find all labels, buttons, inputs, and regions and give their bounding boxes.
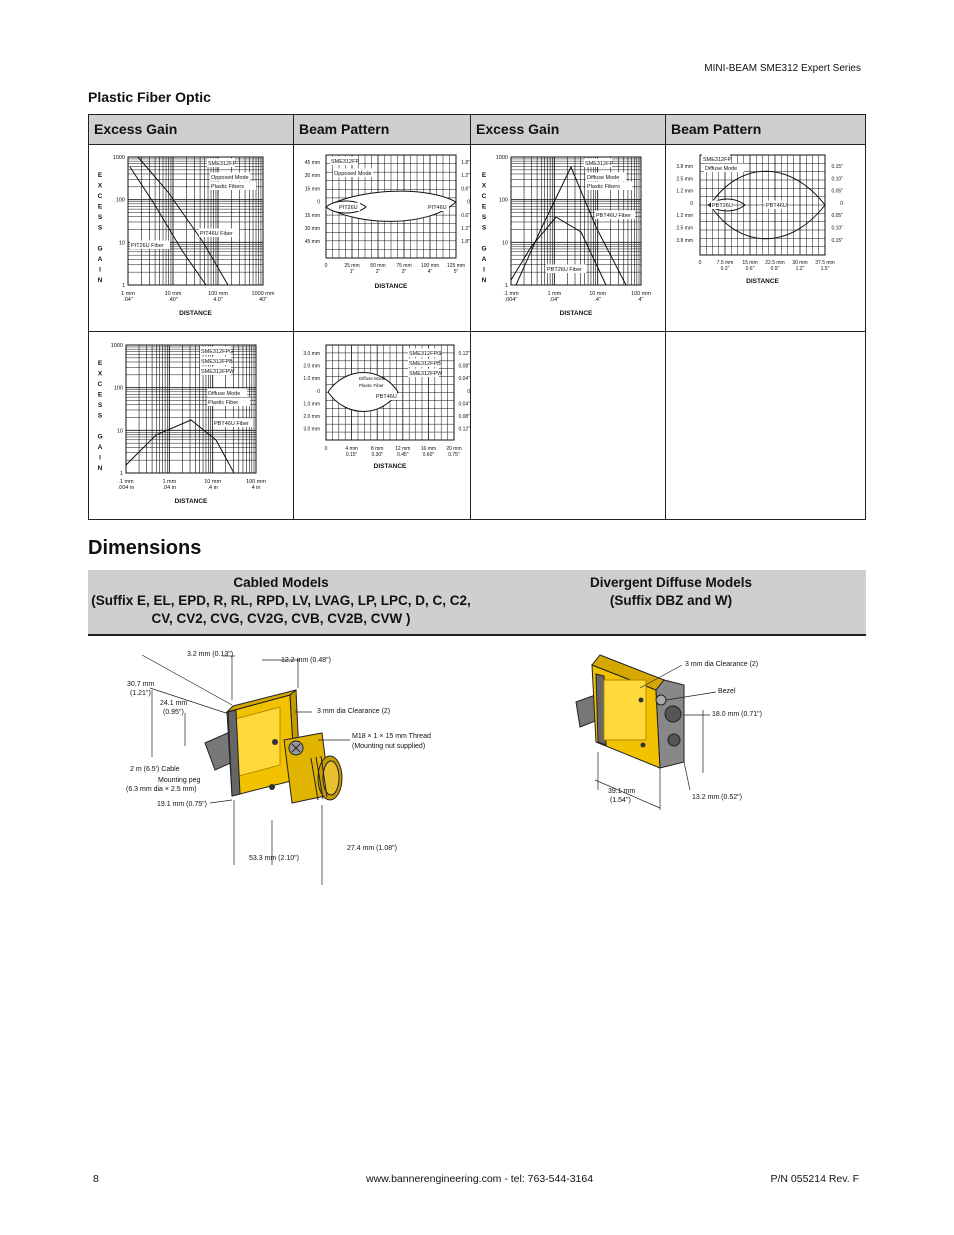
- x-tick-label: 4.0": [213, 297, 223, 303]
- y-tick-label: 0.08": [458, 414, 470, 420]
- dim-label: 24.1 mm: [160, 700, 188, 707]
- x-tick-label: .04": [549, 297, 560, 303]
- chart-mode-label: Opposed Mode: [334, 171, 372, 177]
- gain-axis-letter: N: [481, 277, 487, 284]
- y-tick-label: 45 mm: [304, 160, 320, 166]
- y-tick-label: 30 mm: [304, 226, 320, 232]
- gain-axis-letter: E: [481, 172, 487, 179]
- chart-model-label: SME312FPG: [409, 351, 442, 357]
- dim-label: 3 mm dia Clearance (2): [317, 708, 391, 715]
- x-tick-label: 15 mm: [742, 260, 758, 266]
- gain-axis-letter: E: [97, 172, 103, 179]
- y-tick-label: 1.2": [461, 226, 470, 232]
- curve-label: PBT46U: [766, 203, 787, 209]
- x-tick-label: 1 mm: [162, 479, 177, 485]
- section-title: Plastic Fiber Optic: [88, 89, 211, 105]
- x-tick-label: 0.9": [770, 266, 780, 272]
- x-tick-label: 50 mm: [370, 263, 386, 269]
- y-tick-label: 30 mm: [304, 173, 320, 180]
- gain-axis-letter: N: [97, 465, 103, 472]
- x-axis-title: DISTANCE: [746, 278, 779, 285]
- series-title: MINI-BEAM SME312 Expert Series: [704, 63, 861, 74]
- y-tick-label: 1.0 mm: [303, 376, 320, 383]
- cabled-line: CV, CV2, CVG, CV2G, CVB, CV2B, CVW ): [151, 611, 411, 626]
- gain-axis-letter: I: [99, 266, 101, 274]
- cabled-sensor-drawing: [205, 690, 342, 803]
- y-tick-label: 3.8 mm: [676, 164, 693, 170]
- x-tick-label: 0.75": [448, 452, 460, 458]
- x-tick-label: 100 mm: [208, 291, 228, 297]
- y-tick-label: 2.5 mm: [676, 225, 693, 232]
- x-tick-label: 40": [258, 297, 268, 303]
- gain-tick-label: 1000: [495, 155, 508, 161]
- x-tick-label: 100 mm: [246, 479, 266, 485]
- x-tick-label: .4": [594, 297, 601, 303]
- gain-axis-letter: A: [97, 444, 103, 451]
- x-tick-label: 0.30": [371, 452, 383, 458]
- y-tick-label: 15 mm: [304, 212, 320, 219]
- x-tick-label: 20 mm: [446, 446, 462, 452]
- y-tick-label: 2.5 mm: [676, 176, 693, 183]
- gain-axis-letter: X: [97, 370, 103, 378]
- gain-axis-letter: S: [97, 402, 103, 409]
- dim-label: 13.2 mm (0.52"): [692, 794, 742, 801]
- x-tick-label: 16 mm: [420, 446, 437, 452]
- y-tick-label: 0.15": [831, 164, 843, 170]
- x-tick-label: .40": [168, 297, 178, 303]
- divergent-sensor-drawing: [576, 655, 684, 768]
- y-tick-label: 0.04": [458, 401, 470, 408]
- y-tick-label: 0.10": [831, 225, 843, 232]
- x-tick-label: 4 in: [251, 485, 261, 491]
- dim-label: (Mounting nut supplied): [352, 743, 426, 750]
- y-tick-label: 3.8 mm: [676, 237, 693, 244]
- y-tick-label: 0.05": [831, 213, 843, 220]
- x-tick-label: 1.5": [820, 266, 830, 272]
- chart-model-label: SME312FPB: [409, 361, 441, 367]
- gain-axis-letter: C: [481, 193, 487, 200]
- gain-tick-label: 1000: [110, 343, 123, 349]
- chart-mode-label: Plastic Fibers: [211, 184, 245, 190]
- y-tick-label: 0.6": [461, 186, 470, 193]
- x-tick-label: 125 mm: [446, 263, 466, 269]
- y-tick-label: 3.0 mm: [303, 351, 320, 357]
- dim-label: 18.0 mm (0.71"): [712, 711, 762, 718]
- chart-mode-label: Diffuse Mode: [587, 175, 620, 181]
- dim-label: 39.1 mm: [608, 788, 636, 795]
- x-tick-label: 0: [324, 263, 328, 269]
- chart-mode-label: Diffuse Mode: [705, 166, 738, 172]
- chart-model-label: SME312FPB: [201, 359, 233, 365]
- page-number: 8: [93, 1173, 99, 1185]
- dim-label: M18 × 1 × 15 mm Thread: [352, 733, 431, 740]
- x-tick-label: 1000 mm: [251, 291, 275, 297]
- x-tick-label: 12 mm: [395, 446, 411, 452]
- gain-axis-letter: S: [97, 412, 103, 420]
- gain-tick-label: 10: [501, 240, 508, 247]
- dim-label: 30.7 mm: [127, 681, 155, 688]
- gain-axis-letter: E: [97, 391, 103, 399]
- curve-label: PIT46U Fiber: [200, 231, 233, 237]
- gain-tick-label: 1: [119, 471, 123, 477]
- chart-model-label: SME312FP: [703, 157, 732, 163]
- x-tick-label: 8 mm: [370, 446, 384, 452]
- header-beam-pattern-1: Beam Pattern: [299, 121, 390, 137]
- gain-axis-letter: N: [97, 277, 103, 284]
- gain-axis-letter: A: [481, 256, 487, 263]
- x-tick-label: 22.5 mm: [765, 260, 785, 266]
- dim-label: (6.3 mm dia × 2.5 mm): [126, 786, 197, 793]
- x-tick-label: 0.45": [397, 452, 409, 458]
- gain-tick-label: 10: [118, 240, 125, 247]
- chart-model-label: SME312FP: [331, 159, 360, 165]
- header-excess-gain-1: Excess Gain: [94, 121, 178, 137]
- x-tick-label: 100 mm: [420, 263, 440, 269]
- dim-label: (1.54"): [610, 797, 631, 804]
- y-tick-label: 1.8": [461, 160, 470, 166]
- curve-label: PBT46U Fiber: [214, 421, 249, 427]
- x-tick-label: 100 mm: [631, 291, 651, 297]
- x-axis-title: DISTANCE: [179, 310, 212, 317]
- x-tick-label: 4": [638, 297, 644, 303]
- y-tick-label: 15 mm: [304, 186, 320, 193]
- chart-mode-label: Opposed Mode: [211, 175, 249, 181]
- gain-axis-letter: A: [97, 256, 103, 263]
- dim-label: 27.4 mm (1.08"): [347, 845, 397, 852]
- x-tick-label: 2": [375, 269, 381, 275]
- x-tick-label: 3": [401, 269, 407, 275]
- cabled-line: (Suffix E, EL, EPD, R, RL, RPD, LV, LVAG, LP, LPC, D, C, C2,: [91, 593, 471, 608]
- dim-label: 3.2 mm (0.13"): [187, 651, 234, 658]
- dim-label: 2 m (6.5') Cable: [130, 766, 180, 773]
- dim-label: 53.3 mm (2.10"): [249, 855, 299, 862]
- x-tick-label: 7.5 mm: [716, 260, 734, 266]
- curve-label: PIT26U Fiber: [131, 243, 164, 249]
- x-tick-label: 0: [324, 446, 328, 452]
- gain-tick-label: 100: [498, 197, 508, 204]
- gain-tick-label: 1: [121, 283, 125, 289]
- y-tick-label: 0.08": [458, 363, 470, 370]
- x-tick-label: 0.6": [745, 266, 755, 272]
- dim-label: 3 mm dia Clearance (2): [685, 661, 759, 668]
- y-tick-label: 0.12": [458, 426, 470, 433]
- chart-model-label: SME312FPW: [201, 369, 235, 375]
- gain-tick-label: 10: [116, 428, 123, 435]
- divergent-line: Divergent Diffuse Models: [589, 575, 753, 590]
- x-tick-label: .04": [123, 297, 133, 303]
- x-tick-label: 10 mm: [204, 479, 222, 485]
- y-tick-label: 1.0 mm: [303, 401, 320, 408]
- y-tick-label: 0.12": [458, 351, 470, 357]
- gain-axis-letter: G: [481, 245, 487, 253]
- chart-model-label: SME312FPW: [409, 371, 443, 377]
- y-tick-label: 0: [840, 200, 843, 207]
- y-tick-label: 0.10": [831, 176, 843, 183]
- x-axis-title: DISTANCE: [374, 283, 408, 290]
- x-axis-title: DISTANCE: [373, 463, 407, 470]
- y-tick-label: 2.0 mm: [303, 414, 320, 420]
- x-tick-label: 10 mm: [589, 291, 607, 297]
- gain-axis-letter: I: [483, 266, 485, 274]
- gain-axis-letter: C: [97, 381, 103, 388]
- x-tick-label: 4": [427, 269, 433, 275]
- gain-axis-letter: E: [481, 203, 487, 211]
- y-tick-label: 0: [467, 388, 470, 395]
- x-tick-label: 4 mm: [345, 446, 358, 452]
- x-tick-label: 1": [349, 269, 355, 275]
- dim-label: 19.1 mm (0.75"): [157, 801, 207, 808]
- x-tick-label: 10 mm: [164, 291, 182, 297]
- x-tick-label: 0.60": [422, 452, 435, 458]
- x-axis-title: DISTANCE: [174, 498, 208, 505]
- gain-axis-letter: E: [97, 360, 103, 367]
- x-tick-label: 1 mm: [547, 291, 562, 297]
- dim-label: Bezel: [718, 688, 736, 695]
- y-tick-label: 0: [317, 388, 320, 395]
- curve-label: PIT46U: [428, 205, 447, 211]
- y-tick-label: 2.0 mm: [303, 363, 320, 370]
- gain-axis-letter: S: [97, 214, 103, 221]
- x-tick-label: 5": [453, 269, 459, 275]
- x-tick-label: .04 in: [162, 485, 177, 491]
- header-beam-pattern-2: Beam Pattern: [671, 121, 762, 137]
- gain-axis-letter: G: [97, 245, 103, 253]
- chart-model-label: SME312FP: [208, 161, 237, 167]
- x-tick-label: 37.5 mm: [815, 260, 835, 266]
- y-tick-label: 1.2 mm: [676, 213, 693, 220]
- dim-label: Mounting peg: [158, 777, 201, 784]
- gain-axis-letter: S: [481, 224, 487, 232]
- gain-axis-letter: X: [97, 182, 103, 190]
- chart-mode-label: Diffuse Mode: [208, 391, 241, 397]
- footer-part-number: P/N 055214 Rev. F: [770, 1173, 859, 1185]
- divergent-line: (Suffix DBZ and W): [609, 593, 733, 608]
- chart-mode-label: Plastic Fiber: [359, 383, 384, 388]
- x-tick-label: 0.3": [720, 266, 730, 272]
- curve-label: PBT46U Fiber: [596, 213, 631, 219]
- x-tick-label: .004 in: [117, 485, 135, 491]
- x-tick-label: 1 mm: [121, 291, 135, 297]
- gain-axis-letter: G: [97, 433, 103, 441]
- x-tick-label: .4 in: [207, 485, 218, 491]
- x-tick-label: .1 mm: [118, 479, 134, 485]
- gain-axis-letter: X: [481, 182, 487, 190]
- y-tick-label: 0: [690, 200, 693, 207]
- x-tick-label: 0: [698, 260, 702, 266]
- y-tick-label: 0: [317, 199, 320, 206]
- dim-label: 12.2 mm (0.48"): [281, 657, 331, 664]
- chart-model-label: SME312FP: [585, 161, 614, 167]
- y-tick-label: 0: [467, 199, 470, 206]
- header-excess-gain-2: Excess Gain: [476, 121, 560, 137]
- gain-axis-letter: S: [481, 214, 487, 221]
- curve-label: PBT26U Fiber: [547, 267, 582, 273]
- gain-tick-label: 1: [504, 283, 508, 289]
- chart-model-label: SME312FPG: [201, 349, 234, 355]
- y-tick-label: 0.6": [461, 212, 470, 219]
- curve-label: PBT26U: [712, 203, 733, 209]
- y-tick-label: 1.8": [461, 239, 470, 246]
- y-tick-label: 0.15": [831, 237, 843, 244]
- dim-label: (0.95"): [163, 709, 184, 716]
- x-axis-title: DISTANCE: [559, 310, 593, 317]
- gain-axis-letter: S: [97, 224, 103, 232]
- y-tick-label: 0.04": [458, 376, 470, 383]
- x-tick-label: 30 mm: [792, 260, 808, 266]
- y-tick-label: 0.05": [831, 188, 843, 195]
- dim-label: (1.21"): [130, 690, 151, 697]
- gain-axis-letter: I: [99, 454, 101, 462]
- footer-website: www.bannerengineering.com - tel: 763-544-3164: [366, 1173, 594, 1185]
- cabled-line: Cabled Models: [233, 575, 329, 590]
- x-tick-label: .004": [504, 297, 518, 303]
- x-tick-label: .1 mm: [503, 291, 519, 297]
- x-tick-label: 0.15": [345, 452, 358, 458]
- gain-axis-letter: C: [97, 193, 103, 200]
- curve-label: PBT46U: [376, 394, 397, 400]
- gain-tick-label: 1000: [112, 155, 125, 161]
- chart-mode-label: Diffuse Mode: [359, 376, 386, 381]
- y-tick-label: 45 mm: [304, 239, 320, 246]
- gain-tick-label: 100: [115, 197, 125, 204]
- curve-label: PIT26U: [339, 205, 358, 211]
- y-tick-label: 3.0 mm: [303, 426, 320, 433]
- gain-axis-letter: E: [97, 203, 103, 211]
- chart-mode-label: Plastic Fibers: [587, 184, 621, 190]
- gain-tick-label: 100: [113, 385, 123, 392]
- dimensions-title: Dimensions: [88, 537, 202, 559]
- x-tick-label: 75 mm: [396, 263, 412, 269]
- y-tick-label: 1.2 mm: [676, 188, 693, 195]
- y-tick-label: 1.2": [461, 173, 470, 180]
- x-tick-label: 25 mm: [344, 263, 360, 269]
- x-tick-label: 1.2": [795, 266, 805, 272]
- chart-mode-label: Plastic Fiber: [208, 400, 239, 406]
